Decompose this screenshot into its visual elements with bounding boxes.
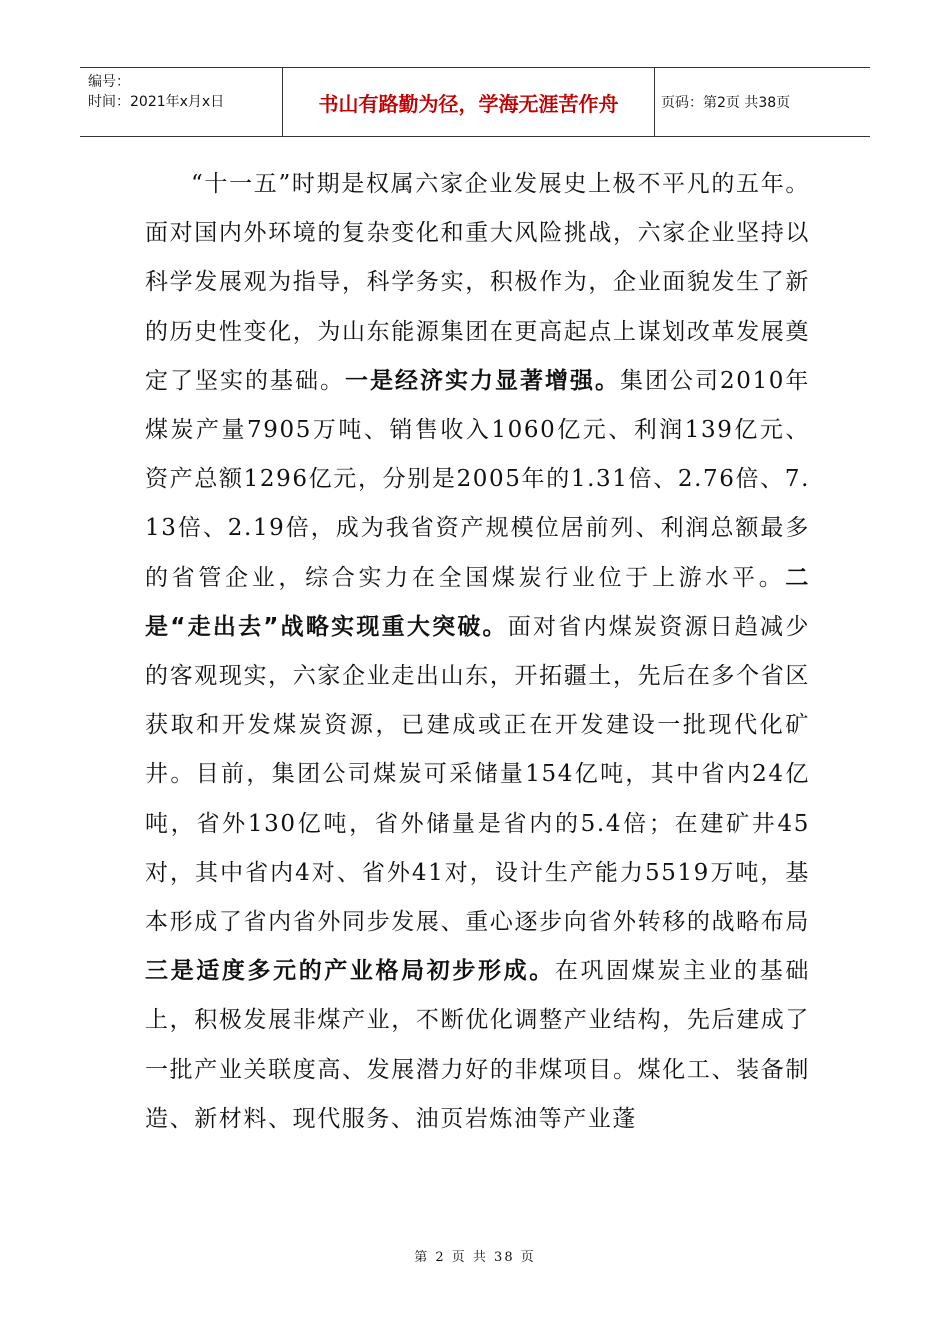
header-meta xyxy=(80,68,282,136)
body-sentence-3: 面对省内煤炭资源日趋减少的客观现实，六家企业走出山东，开拓疆土，先后在多个省区获取和开发煤炭资源，已建成或正在开发建设一批现代化矿井。目前，集团公司煤炭可采储量154亿吨，其中省内24亿吨，省外130亿吨，省外储量是省内的5.4倍；在建矿井45对，其中省内4对、省外41对，设计生产能力5519万吨，基本形成了省内省外同步发展、重心逐步向省外转移的战略布局 xyxy=(145,613,811,936)
body-sentence-2: 集团公司2010年煤炭产量7905万吨、销售收入1060亿元、利润139亿元、资产总额1296亿元，分别是2005年的1.31倍、2.76倍、7.13倍、2.19倍，成为我省资产规模位居前列、利润总额最多的省管企业，综合实力在全国煤炭行业位于上游水平。 xyxy=(145,367,810,591)
header-motto: 书山有路勤为径，学海无涯苦作舟 xyxy=(282,68,655,136)
page-footer: 第 2 页 共 38 页 xyxy=(414,1250,536,1265)
highlight-going-out-strategy: 二是“走出去”战略实现重大突破。 xyxy=(145,564,810,640)
highlight-economic-strength: 一是经济实力显著增强。 xyxy=(345,367,621,394)
date-label: 时间：2021年x月x日 xyxy=(88,94,225,110)
body-sentence-1: “十一五”时期是权属六家企业发展史上极不平凡的五年。面对国内外环境的复杂变化和重大风险挑战，六家企业坚持以科学发展观为指导，科学务实，积极作为，企业面貌发生了新的历史性变化，为山东能源集团在更高起点上谋划改革发展奠定了坚实的基础。 xyxy=(145,171,810,394)
highlight-industry-structure: 三是适度多元的产业格局初步形成。 xyxy=(145,958,555,985)
body-sentence-4: 在巩固煤炭主业的基础上，积极发展非煤产业，不断优化调整产业结构，先后建成了一批产业关联度高、发展潜力好的非煤项目。煤化工、装备制造、新材料、现代服务、油页岩炼油等产业蓬 xyxy=(145,958,810,1132)
header-page-info: 页码：第2页 共38页 xyxy=(661,95,791,111)
document-header xyxy=(80,67,870,137)
body-paragraph xyxy=(145,160,810,1144)
serial-number-label: 编号： xyxy=(88,74,130,90)
main-text xyxy=(145,160,810,1144)
